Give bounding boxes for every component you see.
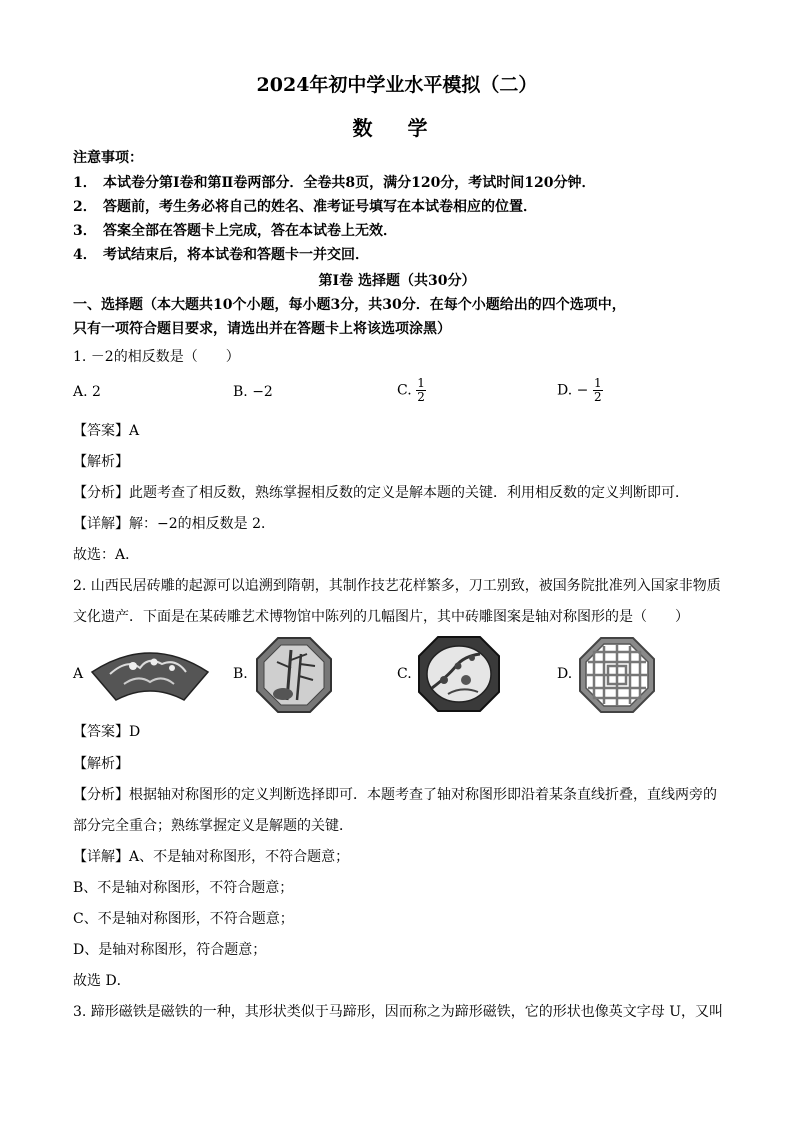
q1-option-d-label: D. −	[557, 382, 589, 399]
q2-option-c-plum-carving	[418, 636, 500, 712]
q1-option-c-label: C.	[397, 382, 412, 399]
q2-conclusion: 故选 D．	[73, 973, 131, 989]
q1-analysis-heading: 【解析】	[73, 454, 129, 470]
notice-item-2	[73, 197, 728, 217]
q1-option-c-fraction	[416, 377, 426, 404]
section-heading: 第Ⅰ卷 选择题（共30分）	[318, 273, 476, 289]
q2-option-c-label: C.	[397, 666, 412, 682]
notice-item-4	[73, 245, 728, 265]
q1-option-c	[397, 377, 426, 404]
q2-option-a-fan-carving	[88, 644, 212, 702]
fraction-numerator: 1	[593, 376, 602, 390]
section-instructions-1: 一、选择题（本大题共10个小题，每小题3分，共30分．在每个小题给出的四个选项中，	[73, 297, 626, 313]
exam-title: 2024年初中学业水平模拟（二）	[256, 74, 538, 96]
notice-item-text: 考试结束后，将本试卷和答题卡一并交回．	[103, 247, 369, 263]
q2-fenxi-2: 部分完全重合；熟练掌握定义是解题的关键．	[73, 818, 353, 834]
q1-xiangjie: 【详解】解：−2的相反数是 2．	[73, 516, 275, 532]
q1-fenxi: 【分析】此题考查了相反数，熟练掌握相反数的定义是解本题的关键．利用相反数的定义判断即可．	[73, 485, 689, 501]
q2-option-d-lattice-carving	[578, 636, 656, 714]
q2-analysis-heading: 【解析】	[73, 756, 129, 772]
q2-option-b-label: B.	[233, 666, 248, 682]
q1-stem: 1. －2的相反数是（ ）	[73, 349, 240, 365]
section-instructions-2: 只有一项符合题目要求，请选出并在答题卡上将该选项涂黑）	[73, 321, 451, 337]
q2-xiangjie: 【详解】A、不是轴对称图形，不符合题意；	[73, 849, 350, 865]
q1-conclusion: 故选：A．	[73, 547, 140, 563]
q2-option-b-bamboo-carving	[255, 636, 333, 714]
q2-answer: 【答案】D	[73, 724, 141, 740]
q2-option-a-label: A	[73, 666, 84, 682]
exam-subject: 数 学	[352, 116, 442, 140]
q2-line-d: D、是轴对称图形，符合题意；	[73, 942, 267, 958]
notice-item-text: 答题前，考生务必将自己的姓名、准考证号填写在本试卷相应的位置．	[103, 199, 537, 215]
q1-option-b: B. −2	[233, 384, 273, 400]
fraction-numerator: 1	[417, 376, 425, 390]
q3-stem: 3. 蹄形磁铁是磁铁的一种，其形状类似于马蹄形，因而称之为蹄形磁铁，它的形状也像英文字母 U，又叫	[73, 1004, 724, 1020]
q2-line-c: C、不是轴对称图形，不符合题意；	[73, 911, 294, 927]
notice-item-text: 答案全部在答题卡上完成，答在本试卷上无效．	[103, 223, 397, 239]
q2-fenxi-1: 【分析】根据轴对称图形的定义判断选择即可．本题考查了轴对称图形即沿着某条直线折叠，直线两旁的	[73, 787, 717, 803]
q2-option-d-label: D.	[557, 666, 573, 682]
q2-line-b: B、不是轴对称图形，不符合题意；	[73, 880, 294, 896]
fraction-denominator: 2	[417, 390, 425, 404]
notice-item-text: 本试卷分第Ⅰ卷和第Ⅱ卷两部分．全卷共8页，满分120分，考试时间120分钟．	[103, 175, 596, 191]
q1-option-a: A. 2	[73, 384, 101, 400]
q1-answer: 【答案】A	[73, 423, 140, 439]
notice-item-1	[73, 173, 728, 193]
q2-stem-1: 2. 山西民居砖雕的起源可以追溯到隋朝，其制作技艺花样繁多，刀工别致，被国务院批准列入国家非物质	[73, 578, 721, 594]
notice-item-3	[73, 221, 728, 241]
q1-option-d-fraction	[593, 377, 603, 404]
notice-item-number: 1．	[73, 175, 97, 191]
notice-item-number: 4．	[73, 247, 97, 263]
notice-heading: 注意事项：	[73, 150, 143, 166]
fraction-denominator: 2	[593, 390, 602, 404]
q1-option-d	[557, 377, 603, 404]
notice-item-number: 2．	[73, 199, 97, 215]
notice-item-number: 3．	[73, 223, 97, 239]
q2-stem-2: 文化遗产．下面是在某砖雕艺术博物馆中陈列的几幅图片，其中砖雕图案是轴对称图形的是（ ）	[73, 609, 689, 625]
